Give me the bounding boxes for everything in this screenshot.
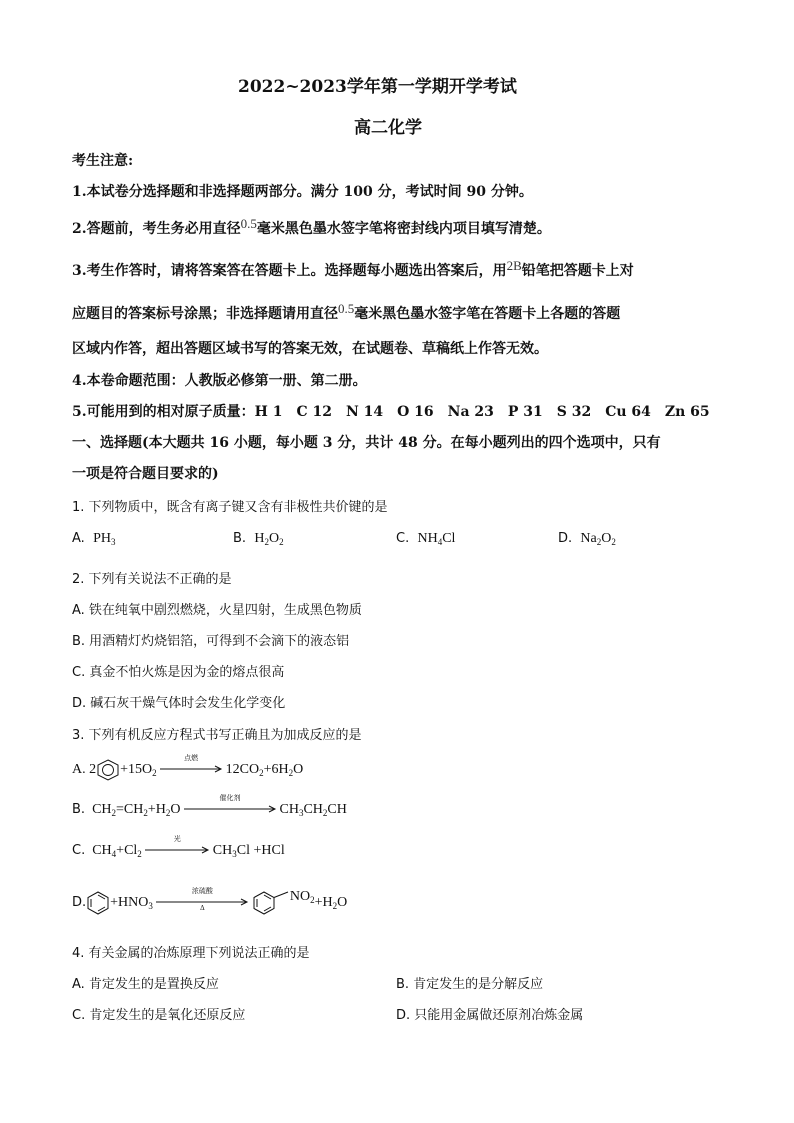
q4-option-a: A. 肯定发生的是置换反应 [72,977,219,992]
q3-option-c: C. $CH_4+Cl_2$ 光 $CH_3Cl +HCl$ [72,835,285,860]
reaction-arrow-icon [145,846,209,854]
notice-item-2 [72,218,551,238]
notice-item-3-line-1 [72,260,634,280]
q1-option-d-label: D. [558,531,573,546]
q2-option-c: C. 真金不怕火炼是因为金的熔点很高 [72,665,285,680]
q3-option-d-label: D. [72,895,87,911]
q3-b-condition: 催化剂 [219,794,241,802]
notice-item-3-line-2 [72,303,620,323]
q3-d-condition-heat: Δ [200,904,205,912]
q4-option-b: B. 肯定发生的是分解反应 [396,977,544,992]
q3-option-c-label: C. [72,843,86,859]
notice-item-1: 1.本试卷分选择题和非选择题两部分。满分 100 分，考试时间 90 分钟。 [72,184,533,200]
q1-option-c-formula: $NH_4Cl$ [417,531,456,547]
q2-stem: 2. 下列有关说法不正确的是 [72,572,232,587]
exam-subject: 高二化学 [354,118,422,138]
notice-item-3-line-3: 区域内作答，超出答题区域书写的答案无效，在试题卷、草稿纸上作答无效。 [72,341,548,357]
q2-option-d: D. 碱石灰干燥气体时会发生化学变化 [72,696,286,711]
notice-item-3-text-c: 应题目的答案标号涂黑；非选择题请用直径 [72,306,338,322]
q1-option-c [396,531,455,547]
q3-option-a: A. $2 +15O_2$ 点燃 $12CO_2+6H_2O$ [72,759,303,781]
q1-option-a-formula: $PH_3$ [93,531,116,547]
reaction-arrow-icon [160,765,222,773]
q1-option-a [72,531,115,547]
notice-item-3-text-a: 3.考生作答时，请将答案答在答题卡上。选择题每小题选出答案后，用 [72,263,507,279]
q3-a-condition: 点燃 [184,754,199,762]
q1-option-a-label: A. [72,531,85,546]
q2-option-b: B. 用酒精灯灼烧铝箔，可得到不会滴下的液态铝 [72,634,350,649]
q1-option-c-label: C. [396,531,410,546]
notice-heading: 考生注意: [72,153,134,169]
q1-option-b-formula: $H_2O_2$ [254,531,284,547]
q3-option-d: D. $+HNO_3$ 浓硫酸 Δ $NO_2+H_2O$ [72,891,347,915]
q3-a-arrow [160,754,222,778]
notice-item-3-text-d: 毫米黑色墨水签字笔在答题卡上各题的答题 [354,306,621,322]
section-1-header-line-2: 一项是符合题目要求的) [72,466,219,482]
q2-option-a: A. 铁在纯氧中剧烈燃烧，火星四射，生成黑色物质 [72,603,362,618]
notice-item-2-text-b: 毫米黑色墨水签字笔将密封线内项目填写清楚。 [256,221,551,237]
q3-option-a-label: A. 2 [72,762,97,778]
exam-title: 2022~2023学年第一学期开学考试 [238,77,517,97]
q1-option-b [233,531,284,547]
q3-option-b: B. $CH_2=CH_2+H_2O$ 催化剂 $CH_3CH_2CH$ [72,794,347,819]
q1-option-b-label: B. [233,531,247,546]
notice-item-2-text-a: 2.答题前，考生务必用直径 [72,221,241,237]
pencil-grade: 2B [506,258,522,273]
q3-d-arrow [156,887,248,912]
notice-item-4: 4.本卷命题范围：人教版必修第一册、第二册。 [72,373,367,389]
q3-b-arrow [184,794,276,818]
q4-option-d: D. 只能用金属做还原剂冶炼金属 [396,1008,584,1023]
q1-option-d [558,531,616,547]
q4-option-c: C. 肯定发生的是氧化还原反应 [72,1008,246,1023]
notice-item-3-text-b: 铅笔把答题卡上对 [521,263,634,279]
q1-option-d-formula: $Na_2O_2$ [580,531,616,547]
q3-d-condition: 浓硫酸 [191,887,213,895]
section-1-header-line-1: 一、选择题(本大题共 16 小题，每小题 3 分，共计 48 分。在每小题列出的四个选项中，只有 [72,435,661,451]
q4-stem: 4. 有关金属的冶炼原理下列说法正确的是 [72,946,310,961]
benzene-ring-icon [86,891,110,915]
q3-option-b-label: B. [72,802,86,818]
q3-stem: 3. 下列有机反应方程式书写正确且为加成反应的是 [72,728,362,743]
q3-c-condition: 光 [173,835,181,843]
q1-stem: 1. 下列物质中，既含有离子键又含有非极性共价键的是 [72,500,388,515]
q3-c-arrow [145,835,209,859]
diameter-value-2: 0.5 [338,301,355,316]
diameter-value: 0.5 [240,216,257,231]
benzene-ring-icon [96,759,120,781]
notice-item-5: 5.可能用到的相对原子质量：H 1 C 12 N 14 O 16 Na 23 P 31 S 32 Cu 64 Zn 65 [72,404,710,420]
reaction-arrow-icon [184,805,276,813]
